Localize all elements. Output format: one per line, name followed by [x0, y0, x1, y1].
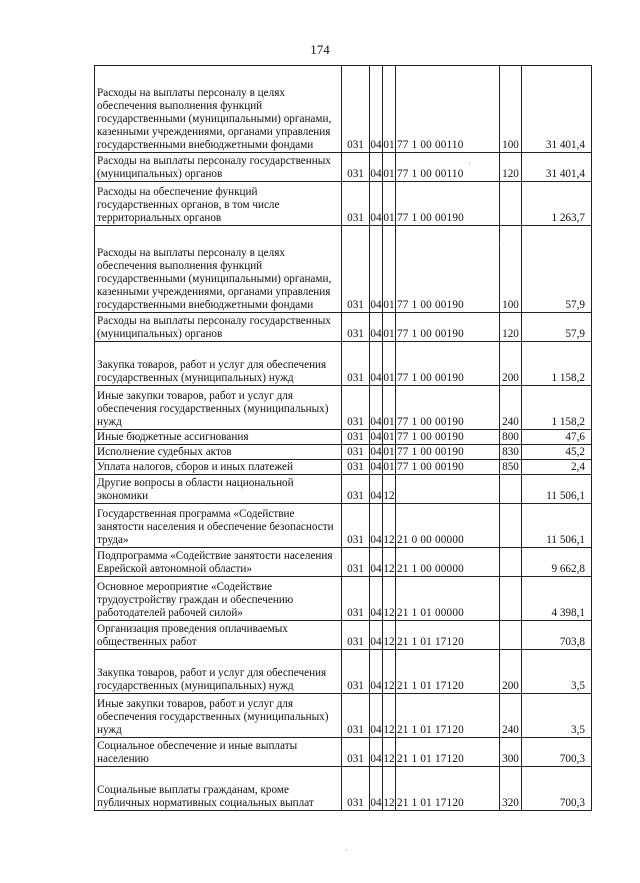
- cell-target: 21 1 01 17120: [396, 767, 500, 811]
- cell-ved: 031: [342, 153, 370, 182]
- cell-vr: 120: [500, 153, 522, 182]
- cell-vr: 850: [500, 460, 522, 475]
- table-row: [95, 66, 592, 153]
- row-name: Государственная программа «Содействие занятости населения и обеспечение безопасности труда»: [95, 504, 342, 548]
- cell-pr: 01: [383, 342, 396, 386]
- cell-target: 21 1 01 17120: [396, 694, 500, 738]
- cell-pr: 12: [383, 694, 396, 738]
- table-body: [95, 66, 592, 811]
- cell-amount: 31 401,4: [522, 153, 592, 182]
- cell-pr: 01: [383, 313, 396, 342]
- cell-ved: 031: [342, 460, 370, 475]
- cell-rz: 04: [370, 548, 383, 577]
- cell-pr: 12: [383, 621, 396, 650]
- cell-pr: 12: [383, 577, 396, 621]
- cell-vr: 830: [500, 445, 522, 460]
- row-name: Социальные выплаты гражданам, кроме публичных нормативных социальных выплат: [95, 767, 342, 811]
- table-row: [95, 460, 592, 475]
- cell-rz: 04: [370, 504, 383, 548]
- cell-ved: 031: [342, 504, 370, 548]
- cell-rz: 04: [370, 461, 382, 473]
- cell-ved: 031: [342, 738, 370, 767]
- cell-amount: 9 662,8: [522, 548, 592, 577]
- cell-vr: 800: [500, 430, 522, 445]
- cell-pr: 01: [383, 461, 395, 473]
- cell-vr: [500, 182, 522, 226]
- cell-rz: 04: [370, 153, 383, 182]
- cell-ved: 031: [342, 577, 370, 621]
- cell-pr: 01: [383, 446, 395, 458]
- cell-vr: 240: [500, 694, 522, 738]
- cell-target: 77 1 00 00190: [396, 445, 500, 460]
- cell-target: 77 1 00 00190: [396, 226, 500, 313]
- cell-rz: 04: [370, 475, 383, 504]
- table-row: [95, 226, 592, 313]
- row-name: Иные закупки товаров, работ и услуг для обеспечения государственных (муниципальных) нужд: [95, 386, 342, 430]
- cell-target: 21 1 01 17120: [396, 650, 500, 694]
- cell-ved: 031: [342, 694, 370, 738]
- cell-vr: 320: [500, 767, 522, 811]
- cell-target: 77 1 00 00190: [396, 460, 500, 475]
- cell-rz: 04: [370, 446, 382, 458]
- cell-vr: 120: [500, 313, 522, 342]
- cell-ved: 031: [342, 767, 370, 811]
- cell-vr: 100: [500, 226, 522, 313]
- table-row: [95, 313, 592, 342]
- cell-rz: 04: [370, 226, 383, 313]
- scan-speck: ·: [345, 846, 348, 855]
- cell-ved: 031: [342, 475, 370, 504]
- row-name: Иные бюджетные ассигнования: [95, 430, 342, 445]
- cell-amount: 57,9: [522, 313, 592, 342]
- cell-rz: 04: [370, 621, 383, 650]
- cell-ved: 031: [342, 548, 370, 577]
- cell-pr: 01: [383, 386, 396, 430]
- cell-pr: 12: [383, 475, 396, 504]
- cell-vr: [500, 548, 522, 577]
- cell-ved: 031: [342, 386, 370, 430]
- cell-ved: 031: [342, 313, 370, 342]
- row-name: Уплата налогов, сборов и иных платежей: [95, 460, 342, 475]
- table-row: [95, 504, 592, 548]
- table-row: [95, 621, 592, 650]
- cell-rz: 04: [370, 694, 383, 738]
- row-name: Иные закупки товаров, работ и услуг для обеспечения государственных (муниципальных) нужд: [95, 694, 342, 738]
- cell-vr: 300: [500, 738, 522, 767]
- cell-ved: 031: [342, 226, 370, 313]
- row-name: Организация проведения оплачиваемых общественных работ: [95, 621, 342, 650]
- row-name: Расходы на выплаты персоналу в целях обеспечения выполнения функций государственными (муниципальными) органами, казенными учреждениями, органами управления государственными внебюджетными фондами: [95, 66, 342, 153]
- cell-pr: 01: [383, 182, 396, 226]
- row-name: Подпрограмма «Содействие занятости населения Еврейской автономной области»: [95, 548, 342, 577]
- table-row: [95, 153, 592, 182]
- row-name: Основное мероприятие «Содействие трудоустройству граждан и обеспечению работодателей рабочей силой»: [95, 577, 342, 621]
- row-name: Закупка товаров, работ и услуг для обеспечения государственных (муниципальных) нужд: [95, 342, 342, 386]
- cell-ved: 031: [342, 430, 370, 445]
- cell-pr: 12: [383, 548, 396, 577]
- table-row: [95, 577, 592, 621]
- table-row: [95, 445, 592, 460]
- table-row: [95, 182, 592, 226]
- scan-speck: ·: [498, 241, 501, 250]
- cell-amount: 2,4: [522, 460, 592, 475]
- cell-target: 77 1 00 00110: [396, 153, 500, 182]
- row-name: Расходы на выплаты персоналу в целях обеспечения выполнения функций государственными (муниципальными) органами, казенными учреждениями, органами управления государственными внебюджетными фондами: [95, 226, 342, 313]
- cell-pr: 01: [383, 153, 396, 182]
- cell-rz: 04: [370, 66, 383, 153]
- table-row: [95, 430, 592, 445]
- cell-ved: 031: [342, 621, 370, 650]
- cell-rz: 04: [370, 431, 382, 443]
- cell-target: 77 1 00 00190: [396, 182, 500, 226]
- cell-amount: 11 506,1: [522, 504, 592, 548]
- cell-target: 77 1 00 00190: [396, 386, 500, 430]
- cell-amount: 1 158,2: [522, 386, 592, 430]
- budget-table: [94, 65, 592, 811]
- cell-amount: 3,5: [522, 650, 592, 694]
- cell-rz: 04: [370, 738, 383, 767]
- cell-vr: 240: [500, 386, 522, 430]
- cell-vr: 200: [500, 342, 522, 386]
- cell-ved: 031: [342, 66, 370, 153]
- cell-target: 21 1 01 17120: [396, 621, 500, 650]
- cell-amount: 1 158,2: [522, 342, 592, 386]
- row-name: Социальное обеспечение и иные выплаты населению: [95, 738, 342, 767]
- table-row: [95, 738, 592, 767]
- cell-pr: 01: [383, 226, 396, 313]
- cell-rz: 04: [370, 342, 383, 386]
- cell-rz: 04: [370, 386, 383, 430]
- table-row: [95, 475, 592, 504]
- cell-target: 21 1 01 00000: [396, 577, 500, 621]
- cell-vr: 200: [500, 650, 522, 694]
- cell-pr: 12: [383, 738, 396, 767]
- cell-amount: 31 401,4: [522, 66, 592, 153]
- cell-target: 77 1 00 00190: [396, 313, 500, 342]
- cell-vr: [500, 621, 522, 650]
- cell-amount: 700,3: [522, 738, 592, 767]
- cell-amount: 703,8: [522, 621, 592, 650]
- cell-rz: 04: [370, 650, 383, 694]
- cell-vr: [500, 577, 522, 621]
- cell-ved: 031: [342, 182, 370, 226]
- cell-rz: 04: [370, 577, 383, 621]
- cell-amount: 47,6: [522, 430, 592, 445]
- cell-amount: 4 398,1: [522, 577, 592, 621]
- cell-amount: 11 506,1: [522, 475, 592, 504]
- cell-ved: 031: [342, 342, 370, 386]
- cell-target: 21 1 00 00000: [396, 548, 500, 577]
- cell-vr: [500, 475, 522, 504]
- cell-vr: 100: [500, 66, 522, 153]
- cell-pr: 12: [383, 650, 396, 694]
- row-name: Другие вопросы в области национальной экономики: [95, 475, 342, 504]
- row-name: Исполнение судебных актов: [95, 445, 342, 460]
- cell-target: [396, 475, 500, 504]
- cell-target: 21 0 00 00000: [396, 504, 500, 548]
- cell-pr: 01: [383, 66, 396, 153]
- cell-rz: 04: [370, 313, 383, 342]
- table-row: [95, 548, 592, 577]
- cell-ved: 031: [342, 650, 370, 694]
- row-name: Закупка товаров, работ и услуг для обеспечения государственных (муниципальных) нужд: [95, 650, 342, 694]
- cell-ved: 031: [342, 445, 370, 460]
- cell-rz: 04: [370, 767, 383, 811]
- cell-target: 77 1 00 00190: [396, 430, 500, 445]
- cell-pr: 12: [383, 504, 396, 548]
- scan-speck: ·: [468, 159, 471, 168]
- cell-pr: 01: [383, 431, 395, 443]
- cell-target: 21 1 01 17120: [396, 738, 500, 767]
- cell-amount: 57,9: [522, 226, 592, 313]
- cell-amount: 45,2: [522, 445, 592, 460]
- table-row: [95, 342, 592, 386]
- row-name: Расходы на выплаты персоналу государственных (муниципальных) органов: [95, 153, 342, 182]
- row-name: Расходы на выплаты персоналу государственных (муниципальных) органов: [95, 313, 342, 342]
- table-row: [95, 767, 592, 811]
- cell-target: 77 1 00 00110: [396, 66, 500, 153]
- table-row: [95, 386, 592, 430]
- cell-amount: 1 263,7: [522, 182, 592, 226]
- table-row: [95, 650, 592, 694]
- cell-rz: 04: [370, 182, 383, 226]
- page-number: 174: [310, 42, 330, 57]
- table-row: [95, 694, 592, 738]
- cell-vr: [500, 504, 522, 548]
- cell-amount: 3,5: [522, 694, 592, 738]
- cell-pr: 12: [383, 767, 396, 811]
- row-name: Расходы на обеспечение функций государственных органов, в том числе территориальных органов: [95, 182, 342, 226]
- cell-amount: 700,3: [522, 767, 592, 811]
- cell-target: 77 1 00 00190: [396, 342, 500, 386]
